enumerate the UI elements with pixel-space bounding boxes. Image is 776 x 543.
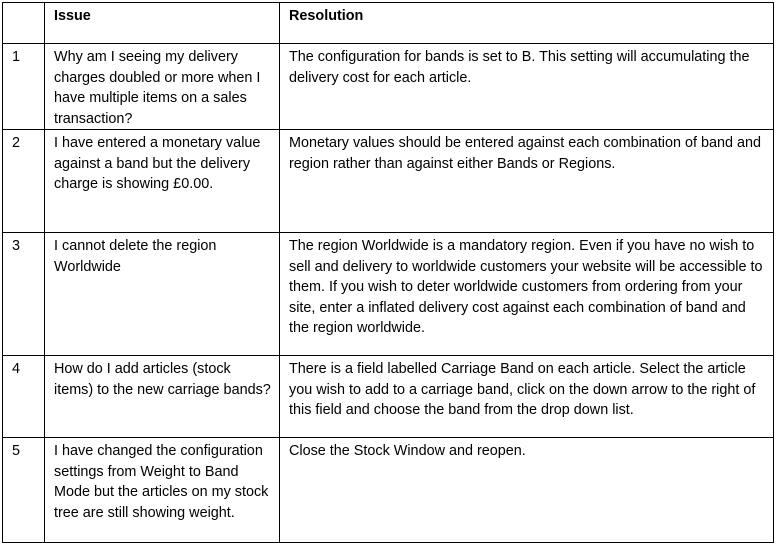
table-row (3, 438, 774, 543)
table-row (3, 130, 774, 233)
row-number: 5 (3, 438, 45, 543)
resolution-cell: The region Worldwide is a mandatory region. Even if you have no wish to sell and delivery to worldwide customers your website will be accessible to them. If you wish to deter worldwide customers from ordering from your site, enter a inflated delivery cost against each combination of band and the region worldwide. (280, 233, 774, 356)
table-row (3, 44, 774, 130)
header-number (3, 3, 45, 44)
issue-cell: I have entered a monetary value against a band but the delivery charge is showing £0.00. (45, 130, 280, 233)
row-number: 3 (3, 233, 45, 356)
table-row (3, 356, 774, 438)
issue-cell: How do I add articles (stock items) to the new carriage bands? (45, 356, 280, 438)
header-issue: Issue (45, 3, 280, 44)
faq-table (2, 2, 774, 543)
resolution-cell: The configuration for bands is set to B. This setting will accumulating the delivery cost for each article. (280, 44, 774, 130)
resolution-cell: Close the Stock Window and reopen. (280, 438, 774, 543)
table-row (3, 233, 774, 356)
issue-cell: I cannot delete the region Worldwide (45, 233, 280, 356)
issue-cell: I have changed the configuration settings from Weight to Band Mode but the articles on my stock tree are still showing weight. (45, 438, 280, 543)
table-header-row (3, 3, 774, 44)
resolution-cell: Monetary values should be entered against each combination of band and region rather than against either Bands or Regions. (280, 130, 774, 233)
row-number: 1 (3, 44, 45, 130)
row-number: 2 (3, 130, 45, 233)
row-number: 4 (3, 356, 45, 438)
header-resolution: Resolution (280, 3, 774, 44)
resolution-cell: There is a field labelled Carriage Band on each article. Select the article you wish to add to a carriage band, click on the down arrow to the right of this field and choose the band from the drop down list. (280, 356, 774, 438)
issue-cell: Why am I seeing my delivery charges doubled or more when I have multiple items on a sales transaction? (45, 44, 280, 130)
